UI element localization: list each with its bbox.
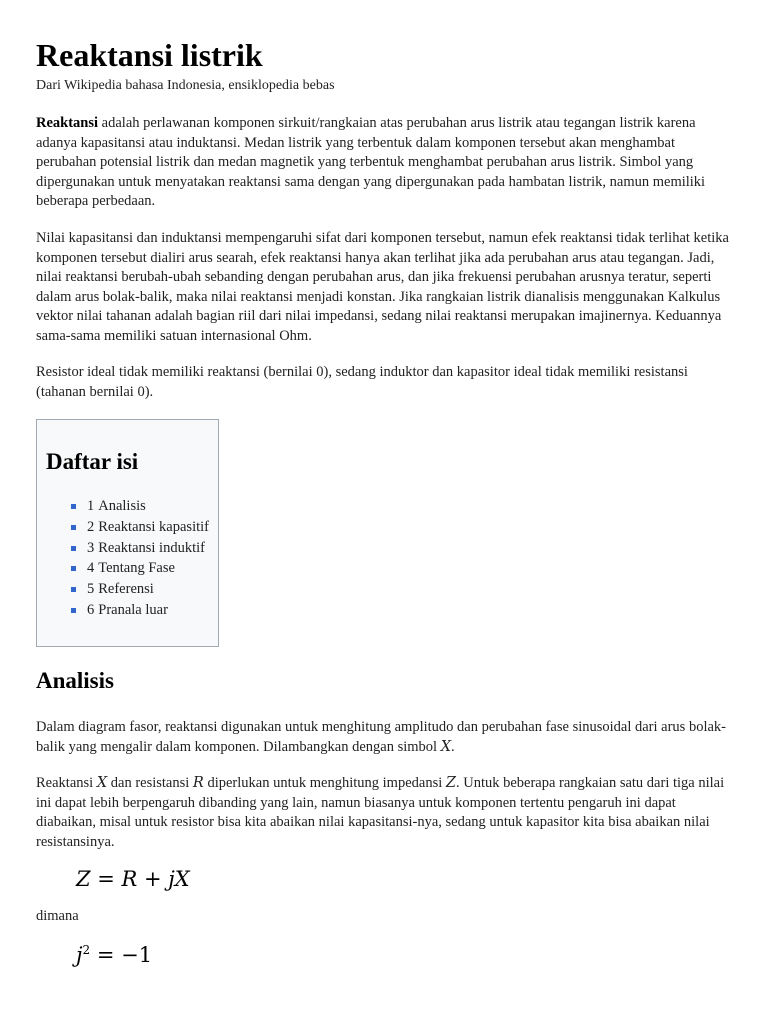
toc-item-number: 6 bbox=[87, 601, 95, 618]
toc-item-label: Tentang Fase bbox=[98, 560, 175, 577]
intro-paragraph-2: Nilai kapasitansi dan induktansi mempengaruhi sifat dari komponen tersebut, namun efek reaktansi tidak terlihat ketika komponen tersebut dialiri arus searah, efek reaktansi hanya akan terlihat jika ada perubahan arus atau tegangan. Jadi, nilai reaktansi berubah-ubah sebanding dengan perubahan arus, dan jika frekuensi perubahan arusnya teratur, seperti dalam arus bolak-balik, maka nilai reaktansi menjadi konstan. Jika rangkaian listrik dianalisis menggunakan Kalkulus vektor nilai tahanan adalah bagian riil dari nilai impedansi, sedang nilai reaktansi merupakan imajinernya. Keduannya sama-sama memiliki satuan internasional Ohm. bbox=[36, 230, 729, 344]
toc-item-reaktansi-kapasitif[interactable] bbox=[71, 517, 209, 538]
toc-item-number: 4 bbox=[87, 560, 95, 577]
formula-impedance: Z = R + jX bbox=[76, 867, 190, 891]
toc-item-number: 3 bbox=[87, 539, 95, 556]
toc-item-label: Pranala luar bbox=[98, 601, 168, 618]
page-tagline: Dari Wikipedia bahasa Indonesia, ensiklopedia bebas bbox=[36, 78, 335, 93]
toc-item-referensi[interactable] bbox=[71, 579, 209, 600]
toc-item-pranala-luar[interactable] bbox=[71, 600, 209, 621]
analisis-paragraph-2-text-a: Reaktansi bbox=[36, 775, 97, 791]
intro-paragraph-3: Resistor ideal tidak memiliki reaktansi (bernilai 0), sedang induktor dan kapasitor ideal tidak memiliki resistansi (tahanan bernilai 0). bbox=[36, 364, 688, 400]
table-of-contents bbox=[36, 419, 219, 647]
toc-item-label: Reaktansi induktif bbox=[98, 539, 205, 556]
toc-item-label: Referensi bbox=[98, 581, 154, 598]
intro-paragraph-1-text: adalah perlawanan komponen sirkuit/rangkaian atas perubahan arus listrik atau tegangan listrik karena adanya kapasitansi atau induktansi. Medan listrik yang terbentuk dalam komponen tersebut akan menghambat perubahan potensial listrik dan medan magnetik yang terbentuk menghambat perubahan arus listrik. Simbol yang dipergunakan untuk menyatakan reaktansi sama dengan yang dipergunakan pada hambatan listrik, namun memiliki beberapa perbedaan. bbox=[36, 115, 706, 209]
analisis-paragraph-1 bbox=[36, 718, 736, 757]
analisis-paragraph-2-text-d: . Untuk beberapa rangkaian satu dari tiga nilai ini dapat lebih berpengaruh dibanding yang lain, namun biasanya untuk komponen tertentu pengaruh ini dapat diabaikan, misal untuk resistor bisa kita abaikan nilai kapasitansi-nya, sedang untuk kapasitor kita bisa abaikan nilai resistansinya. bbox=[36, 775, 725, 850]
formula-exponent: 2 bbox=[82, 943, 91, 957]
page-title: Reaktansi listrik bbox=[36, 37, 263, 73]
toc-item-analisis[interactable] bbox=[71, 496, 209, 517]
toc-item-number: 5 bbox=[87, 581, 95, 598]
bold-term: Reaktansi bbox=[36, 115, 99, 131]
toc-item-label: Reaktansi kapasitif bbox=[98, 518, 209, 535]
toc-item-number: 2 bbox=[87, 518, 95, 535]
toc-item-label: Analisis bbox=[98, 498, 146, 514]
toc-item-reaktansi-induktif[interactable] bbox=[71, 538, 209, 559]
toc-item-tentang-fase[interactable] bbox=[71, 558, 209, 579]
math-symbol-z: Z bbox=[445, 775, 456, 791]
section-heading-analisis: Analisis bbox=[36, 668, 114, 693]
analisis-paragraph-2-text-c: diperlukan untuk menghitung impedansi bbox=[203, 775, 446, 791]
formula-equals-minus-one: = −1 bbox=[90, 943, 153, 967]
toc-item-number: 1 bbox=[87, 498, 95, 514]
math-symbol-x: X bbox=[440, 738, 452, 755]
dimana-text: dimana bbox=[36, 908, 79, 924]
toc-title: Daftar isi bbox=[46, 449, 139, 474]
analisis-paragraph-1-text: Dalam diagram fasor, reaktansi digunakan untuk menghitung amplitudo dan perubahan fase sinusoidal dari arus bolak-balik yang mengalir dalam komponen. Dilambangkan dengan simbol bbox=[36, 719, 726, 755]
math-symbol-x: X bbox=[96, 775, 108, 791]
analisis-paragraph-2 bbox=[36, 774, 736, 852]
math-symbol-r: R bbox=[192, 775, 204, 791]
intro-paragraph-1 bbox=[36, 114, 736, 212]
analisis-paragraph-2-text-b: dan resistansi bbox=[107, 775, 193, 791]
formula-j-squared bbox=[76, 943, 152, 967]
formula-j: j bbox=[76, 943, 83, 967]
toc-list bbox=[71, 496, 209, 621]
analisis-paragraph-1-end: . bbox=[451, 738, 455, 755]
